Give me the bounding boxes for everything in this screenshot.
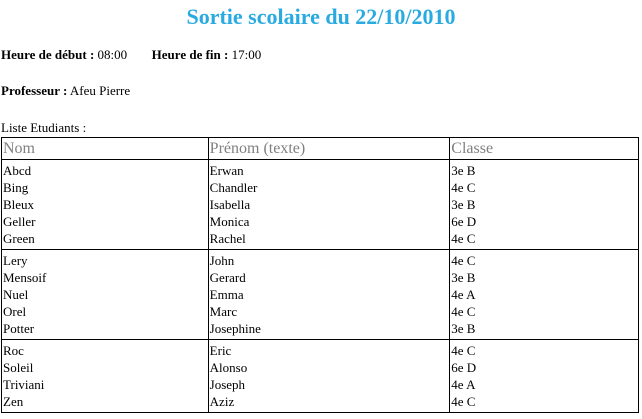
nom-value: Roc [3, 343, 24, 358]
prenom-value: Gerard [209, 270, 246, 285]
classe-value: 4e C [451, 253, 476, 268]
table-header-row [2, 138, 639, 160]
prenom-value: Joseph [209, 377, 246, 392]
prenom-value: Alonso [209, 360, 248, 375]
nom-value: Geller [3, 214, 36, 229]
cell-classe [450, 250, 639, 340]
prenom-value: Aziz [209, 394, 235, 409]
cell-prenom [208, 250, 450, 340]
student-list-label: Liste Etudiants : [1, 120, 87, 135]
classe-value: 4e C [451, 343, 476, 358]
classe-value: 4e C [451, 180, 476, 195]
nom-value: Nuel [3, 287, 29, 302]
column-header-nom: Nom [2, 138, 209, 160]
times-line [1, 47, 261, 63]
nom-value: Green [3, 231, 35, 246]
classe-value: 3e B [451, 163, 476, 178]
nom-value: Bleux [3, 197, 35, 212]
cell-nom [2, 340, 209, 413]
classe-value: 3e B [451, 197, 476, 212]
prenom-value: Emma [209, 287, 244, 302]
classe-value: 3e B [451, 270, 476, 285]
professeur-value: Afeu Pierre [69, 83, 131, 98]
nom-value: Bing [3, 180, 29, 195]
cell-prenom [208, 340, 450, 413]
prenom-value: Erwan [209, 163, 244, 178]
classe-value: 6e D [451, 360, 477, 375]
prenom-value: Eric [209, 343, 232, 358]
nom-value: Lery [3, 253, 28, 268]
prenom-value: Marc [209, 304, 238, 319]
column-header-classe: Classe [450, 138, 639, 160]
classe-value: 4e C [451, 304, 476, 319]
prenom-value: Isabella [209, 197, 251, 212]
cell-nom [2, 250, 209, 340]
cell-classe [450, 160, 639, 250]
prenom-value: John [209, 253, 235, 268]
start-time-label: Heure de début : [1, 47, 95, 62]
column-header-prenom: Prénom (texte) [208, 138, 450, 160]
classe-value: 4e C [451, 394, 476, 409]
professeur-label: Professeur : [1, 83, 68, 98]
nom-value: Orel [3, 304, 27, 319]
classe-value: 6e D [451, 214, 477, 229]
classe-value: 4e A [451, 287, 476, 302]
students-table [1, 137, 639, 413]
classe-value: 4e A [451, 377, 476, 392]
start-time-value: 08:00 [97, 47, 128, 62]
classe-value: 3e B [451, 321, 476, 336]
nom-value: Mensoif [3, 270, 47, 285]
nom-value: Potter [3, 321, 35, 336]
table-row [2, 250, 639, 340]
cell-classe [450, 340, 639, 413]
prenom-value: Monica [209, 214, 250, 229]
nom-value: Soleil [3, 360, 34, 375]
nom-value: Triviani [3, 377, 45, 392]
end-time-label: Heure de fin : [151, 47, 229, 62]
page-title: Sortie scolaire du 22/10/2010 [186, 4, 456, 29]
professeur-line [1, 83, 130, 99]
cell-nom [2, 160, 209, 250]
nom-value: Zen [3, 394, 24, 409]
table-row [2, 160, 639, 250]
nom-value: Abcd [3, 163, 32, 178]
cell-prenom [208, 160, 450, 250]
classe-value: 4e C [451, 231, 476, 246]
prenom-value: Chandler [209, 180, 258, 195]
prenom-value: Josephine [209, 321, 261, 336]
end-time-value: 17:00 [231, 47, 262, 62]
table-row [2, 340, 639, 413]
prenom-value: Rachel [209, 231, 246, 246]
